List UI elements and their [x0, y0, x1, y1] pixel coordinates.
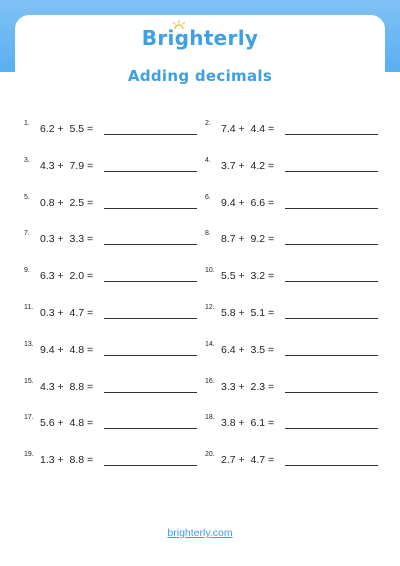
- addend-b: 8.8: [69, 454, 85, 467]
- problem-expression: 0.3 + 4.7 =: [40, 307, 94, 319]
- answer-blank[interactable]: [104, 392, 197, 393]
- addend-a: 1.3: [40, 454, 55, 467]
- addend-a: 2.7: [221, 454, 236, 467]
- problem-expression: 6.4 + 3.5 =: [221, 343, 275, 356]
- problem-number: 9.: [24, 267, 30, 275]
- problem-number: 3.: [24, 156, 30, 164]
- answer-blank[interactable]: [104, 208, 197, 209]
- answer-blank[interactable]: [285, 244, 378, 245]
- problem-number: 20.: [205, 451, 215, 459]
- problem-expression: 5.8 + 5.1 =: [221, 307, 275, 319]
- addend-b: 5.5: [69, 123, 85, 135]
- addend-a: 9.4: [221, 196, 236, 209]
- problem-item: [24, 340, 204, 362]
- answer-blank[interactable]: [104, 281, 197, 282]
- answer-blank[interactable]: [104, 244, 197, 245]
- problem-expression: 5.5 + 3.2 =: [221, 270, 275, 283]
- addend-a: 6.3: [40, 270, 55, 283]
- problem-number: 19.: [24, 451, 34, 459]
- problem-number: 13.: [24, 340, 34, 348]
- addend-a: 3.8: [221, 417, 236, 430]
- problem-expression: 4.3 + 8.8 =: [40, 380, 94, 393]
- problem-expression: 6.3 + 2.0 =: [40, 270, 94, 283]
- answer-blank[interactable]: [104, 134, 197, 135]
- answer-blank[interactable]: [285, 428, 378, 429]
- problem-number: 14.: [205, 340, 215, 348]
- problem-expression: 3.3 + 2.3 =: [221, 380, 275, 393]
- problem-item: [205, 304, 385, 325]
- problem-item: [205, 340, 385, 362]
- problem-expression: 8.7 + 9.2 =: [221, 233, 275, 246]
- addend-a: 0.3: [40, 233, 55, 246]
- addend-b: 4.7: [250, 454, 266, 467]
- answer-blank[interactable]: [285, 134, 378, 135]
- addend-b: 4.4: [250, 123, 266, 135]
- problem-item: [205, 120, 385, 141]
- addend-b: 7.9: [69, 159, 85, 172]
- problem-item: [205, 377, 385, 399]
- problem-item: [24, 230, 204, 251]
- addend-a: 5.5: [221, 270, 236, 283]
- problem-item: [24, 193, 204, 215]
- addend-b: 5.1: [250, 307, 266, 319]
- problem-expression: 6.2 + 5.5 =: [40, 123, 94, 135]
- answer-blank[interactable]: [104, 171, 197, 172]
- problem-expression: 0.3 + 3.3 =: [40, 233, 94, 246]
- problem-item: [24, 414, 204, 435]
- addend-a: 7.4: [221, 123, 236, 135]
- answer-blank[interactable]: [285, 465, 378, 466]
- problem-item: [24, 451, 204, 472]
- answer-blank[interactable]: [104, 428, 197, 429]
- problem-item: [24, 267, 204, 288]
- addend-b: 2.5: [69, 196, 85, 209]
- problem-number: 6.: [205, 193, 211, 201]
- problem-item: [205, 451, 385, 472]
- addend-b: 8.8: [69, 380, 85, 393]
- problem-expression: 7.4 + 4.4 =: [221, 123, 275, 135]
- problem-number: 8.: [205, 230, 211, 238]
- problem-item: [24, 304, 204, 325]
- problem-number: 1.: [24, 120, 30, 127]
- answer-blank[interactable]: [104, 355, 197, 356]
- addend-b: 2.0: [69, 270, 85, 283]
- problem-expression: 2.7 + 4.7 =: [221, 454, 275, 467]
- problem-expression: 3.7 + 4.2 =: [221, 159, 275, 172]
- problem-number: 16.: [205, 377, 215, 385]
- answer-blank[interactable]: [285, 208, 378, 209]
- addend-a: 5.6: [40, 417, 55, 430]
- addend-b: 4.2: [250, 159, 266, 172]
- problem-expression: 4.3 + 7.9 =: [40, 159, 94, 172]
- addend-b: 6.1: [250, 417, 266, 430]
- addend-a: 3.3: [221, 380, 236, 393]
- addend-a: 4.3: [40, 159, 55, 172]
- addend-a: 6.4: [221, 343, 236, 356]
- problem-number: 17.: [24, 414, 34, 422]
- problem-expression: 3.8 + 6.1 =: [221, 417, 275, 430]
- addend-b: 3.3: [69, 233, 85, 246]
- footer-link[interactable]: brighterly.com: [167, 527, 233, 539]
- problem-number: 18.: [205, 414, 215, 422]
- addend-a: 0.8: [40, 196, 55, 209]
- addend-a: 4.3: [40, 380, 55, 393]
- problem-number: 11.: [24, 304, 34, 311]
- addend-b: 4.7: [69, 307, 85, 319]
- answer-blank[interactable]: [104, 465, 197, 466]
- addend-a: 5.8: [221, 307, 236, 319]
- addend-b: 3.2: [250, 270, 266, 283]
- addend-a: 8.7: [221, 233, 236, 246]
- problem-item: [205, 230, 385, 251]
- problem-number: 4.: [205, 156, 211, 164]
- problem-number: 12.: [205, 304, 215, 311]
- problem-item: [24, 120, 204, 141]
- problem-number: 15.: [24, 377, 34, 385]
- addend-b: 4.8: [69, 343, 85, 356]
- answer-blank[interactable]: [285, 171, 378, 172]
- problem-number: 2.: [205, 120, 211, 127]
- problem-expression: 1.3 + 8.8 =: [40, 454, 94, 467]
- answer-blank[interactable]: [285, 392, 378, 393]
- brand-name: Brighterly: [141, 26, 259, 50]
- answer-blank[interactable]: [285, 355, 378, 356]
- addend-a: 6.2: [40, 123, 55, 135]
- problem-item: [24, 156, 204, 178]
- problem-expression: 9.4 + 6.6 =: [221, 196, 275, 209]
- problem-item: [205, 156, 385, 178]
- problem-expression: 9.4 + 4.8 =: [40, 343, 94, 356]
- problem-item: [205, 193, 385, 215]
- answer-blank[interactable]: [104, 318, 197, 319]
- addend-b: 4.8: [69, 417, 85, 430]
- answer-blank[interactable]: [285, 318, 378, 319]
- addend-a: 0.3: [40, 307, 55, 319]
- problem-expression: 5.6 + 4.8 =: [40, 417, 94, 430]
- page-title: Adding decimals: [127, 67, 273, 85]
- problem-number: 10.: [205, 267, 215, 275]
- problem-number: 7.: [24, 230, 30, 238]
- problem-item: [205, 414, 385, 435]
- addend-b: 3.5: [250, 343, 266, 356]
- problem-number: 5.: [24, 193, 30, 201]
- addend-b: 9.2: [250, 233, 266, 246]
- problem-item: [205, 267, 385, 288]
- addend-a: 9.4: [40, 343, 55, 356]
- addend-a: 3.7: [221, 159, 236, 172]
- problem-item: [24, 377, 204, 399]
- answer-blank[interactable]: [285, 281, 378, 282]
- addend-b: 6.6: [250, 196, 266, 209]
- addend-b: 2.3: [250, 380, 266, 393]
- problem-expression: 0.8 + 2.5 =: [40, 196, 94, 209]
